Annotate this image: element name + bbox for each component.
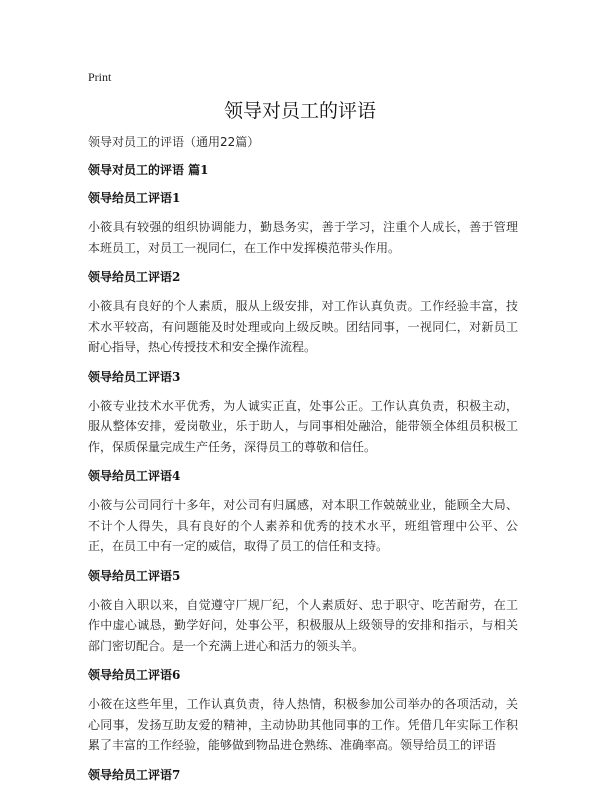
entry-heading-6: 领导给员工评语6 bbox=[88, 668, 181, 682]
entry-heading-5: 领导给员工评语5 bbox=[88, 568, 181, 583]
entry-text-6: 小筱在这些年里，工作认真负责，待人热情，积极参加公司举办的各项活动，关心同事，发扬互助友爱的精神，主动协助其他同事的工作。凭借几年实际工作积累了丰富的工作经验，能够做到物品进仓熟练、准确率高。领导给员工的评语 bbox=[88, 697, 518, 752]
document-body bbox=[88, 133, 518, 794]
entry-text-3: 小筱专业技术水平优秀，为人诚实正直，处事公正。工作认真负责，积极主动，服从整体安排，爱岗敬业，乐于助人，与同事相处融洽，能带领全体组员积极工作，保质保量完成生产任务，深得员工的尊敬和信任。 bbox=[88, 398, 518, 454]
print-link[interactable]: Print bbox=[88, 70, 112, 84]
entry-heading-1: 领导给员工评语1 bbox=[88, 191, 181, 205]
entry-text-5: 小筱自入职以来，自觉遵守厂规厂纪，个人素质好、忠于职守、吃苦耐劳，在工作中虚心诚恳，勤学好问，处事公平，积极服从上级领导的安排和指示，与相关部门密切配合。是一个充满上进心和活力的领头羊。 bbox=[88, 597, 518, 653]
entry-text-2: 小筱具有良好的个人素质，服从上级安排，对工作认真负责。工作经验丰富，技术水平较高，有问题能及时处理或向上级反映。团结同事，一视同仁，对新员工耐心指导，热心传授技术和安全操作流程。 bbox=[88, 299, 518, 354]
entry-text-1: 小筱具有较强的组织协调能力，勤恳务实，善于学习，注重个人成长，善于管理本班员工，对员工一视同仁，在工作中发挥模范带头作用。 bbox=[88, 220, 518, 255]
document-subtitle: 领导对员工的评语（通用22篇） bbox=[88, 135, 260, 149]
entry-text-4: 小筱与公司同行十多年，对公司有归属感，对本职工作兢兢业业，能顾全大局、不计个人得失，具有良好的个人素养和优秀的技术水平，班组管理中公平、公正，在员工中有一定的威信，取得了员工的信任和支持。 bbox=[88, 498, 518, 553]
section-heading: 领导对员工的评语 篇1 bbox=[88, 163, 209, 177]
entry-heading-3: 领导给员工评语3 bbox=[88, 369, 181, 384]
entry-heading-2: 领导给员工评语2 bbox=[88, 270, 181, 284]
entry-heading-4: 领导给员工评语4 bbox=[88, 469, 181, 483]
entry-heading-7: 领导给员工评语7 bbox=[88, 767, 181, 782]
page-title: 领导对员工的评语 bbox=[223, 100, 376, 122]
